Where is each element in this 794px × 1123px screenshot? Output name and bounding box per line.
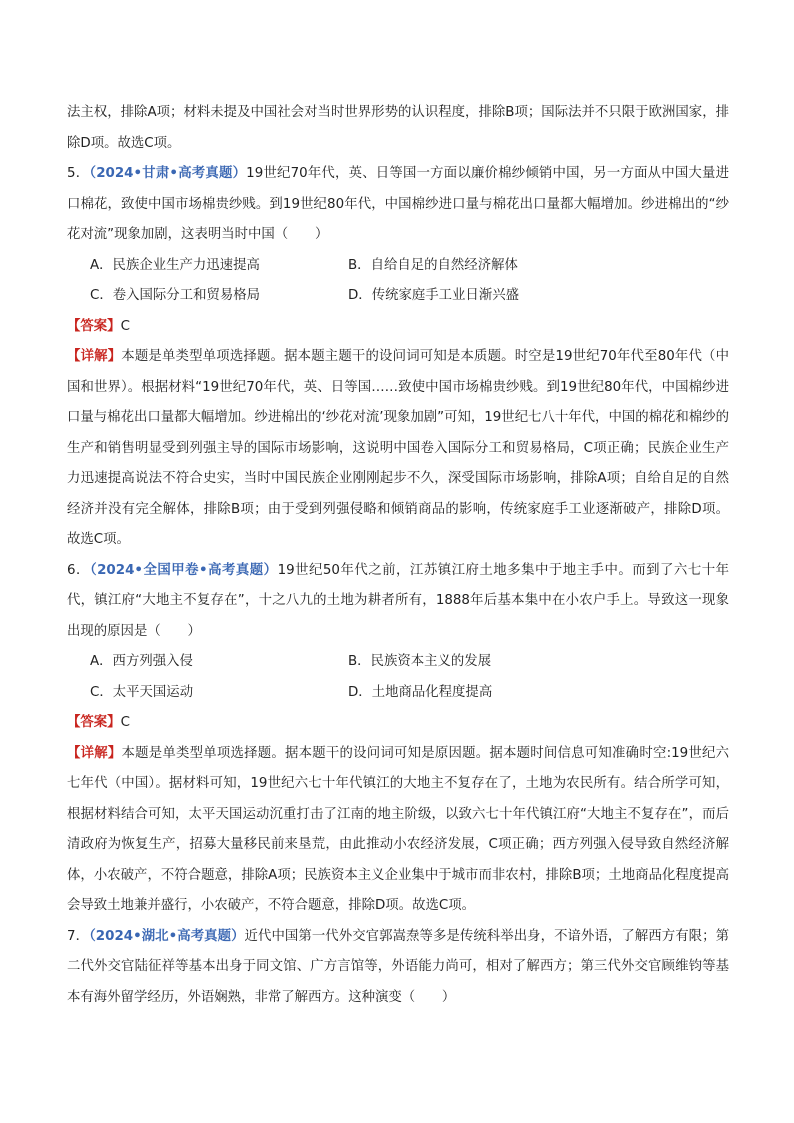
question-6 xyxy=(67,556,729,922)
option-c: C．太平天国运动 xyxy=(90,684,194,700)
analysis-label: 【详解】 xyxy=(67,349,122,364)
option-b: B．自给自足的自然经济解体 xyxy=(348,257,518,273)
analysis-text: 本题是单类型单项选择题。据本题主题干的设问词可知是本质题。时空是19世纪70年代至80年代（中国和世界）。根据材料“19世纪70年代，英、日等国……致使中国市场棉贵纱贱。到19世纪80年代，中国棉纱进口量与棉花出口量都大幅增加。纱进棉出的‘纱花对流’现象加剧”可知，19世纪七八十年代，中国的棉花和棉纱的生产和销售明显受到列强主导的国际市场影响，这说明中国卷入国际分工和贸易格局，C项正确；民族企业生产力迅速提高说法不符合史实，当时中国民族企业刚刚起步不久，深受国际市场影响，排除A项；自给自足的自然经济并没有完全解体，排除B项；由于受到列强侵略和倾销商品的影响，传统家庭手工业逐渐破产，排除D项。故选C项。 xyxy=(67,349,730,547)
answer-label: 【答案】 xyxy=(67,318,121,334)
continuation-text: 法主权，排除A项；材料未提及中国社会对当时世界形势的认识程度，排除B项；国际法并不只限于欧洲国家，排除D项。故选C项。 xyxy=(67,105,729,151)
option-a: A．西方列强入侵 xyxy=(90,654,193,669)
answer-line xyxy=(67,312,729,343)
options xyxy=(67,251,729,312)
question-stem xyxy=(67,556,729,648)
question-source: （2024•全国甲卷•高考真题） xyxy=(89,562,278,578)
analysis xyxy=(67,342,729,556)
answer-label: 【答案】 xyxy=(67,715,121,730)
question-stem-text: 19世纪70年代，英、日等国一方面以廉价棉纱倾销中国，另一方面从中国大量进口棉花，致使中国市场棉贵纱贱。到19世纪80年代，中国棉纱进口量与棉花出口量都大幅增加。纱进棉出的“纱花对流”现象加剧，这表明当时中国（ ） xyxy=(67,166,730,242)
answer-value: C xyxy=(120,715,130,730)
analysis-text: 本题是单类型单项选择题。据本题干的设问词可知是原因题。据本题时间信息可知准确时空:19世纪六七年代（中国）。据材料可知，19世纪六七十年代镇江的大地主不复存在了，土地为农民所有。结合所学可知，根据材料结合可知，太平天国运动沉重打击了江南的地主阶级，以致六七十年代镇江府“大地主不复存在”，而后清政府为恢复生产，招募大量移民前来垦荒，由此推动小农经济发展，C项正确；西方列强入侵导致自然经济解体，小农破产，不符合题意，排除A项；民族资本主义企业集中于城市而非农村，排除B项；土地商品化程度提高会导致土地兼并盛行，小农破产，不符合题意，排除D项。故选C项。 xyxy=(67,745,729,913)
option-b: B．民族资本主义的发展 xyxy=(348,654,492,669)
answer-value: C xyxy=(120,318,130,334)
option-d: D．土地商品化程度提高 xyxy=(348,684,493,700)
analysis xyxy=(67,739,729,922)
question-stem xyxy=(67,922,729,1014)
option-c: C．卷入国际分工和贸易格局 xyxy=(90,288,261,303)
question-stem-text: 近代中国第一代外交官郭嵩焘等多是传统科举出身，不谙外语，了解西方有限；第二代外交官陆征祥等基本出身于同文馆、广方言馆等，外语能力尚可，相对了解西方；第三代外交官顾维钧等基本有海外留学经历，外语娴熟，非常了解西方。这种演变（ ） xyxy=(67,928,729,1005)
question-number: 7． xyxy=(67,928,90,944)
question-source: （2024•甘肃•高考真题） xyxy=(89,166,247,181)
options xyxy=(67,647,729,708)
document-page xyxy=(67,98,729,1013)
question-source: （2024•湖北•高考真题） xyxy=(89,928,245,944)
analysis-label: 【详解】 xyxy=(67,745,122,761)
question-7 xyxy=(67,922,729,1014)
answer-line xyxy=(67,708,729,739)
question-number: 6． xyxy=(67,562,90,578)
question-stem xyxy=(67,159,729,251)
option-d: D．传统家庭手工业日渐兴盛 xyxy=(348,288,519,303)
option-a: A．民族企业生产力迅速提高 xyxy=(90,257,260,273)
question-number: 5． xyxy=(67,166,90,181)
question-5 xyxy=(67,159,729,556)
question-stem-text: 19世纪50年代之前，江苏镇江府土地多集中于地主手中。而到了六七十年代，镇江府“大地主不复存在”，十之八九的土地为耕者所有，1888年后基本集中在小农户手上。导致这一现象出现的原因是（ ） xyxy=(67,562,730,639)
